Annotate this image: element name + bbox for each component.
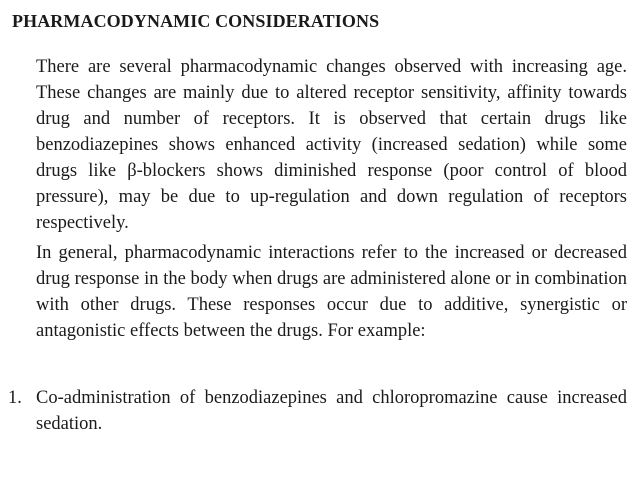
paragraph-interactions: In general, pharmacodynamic interactions refer to the increased or decreased drug response in the body when drugs are administered alone or in combination with other drugs. These responses occur due to additive, synergistic or antagonistic effects between the drugs. For example: [36,243,627,341]
paragraph-age-changes: There are several pharmacodynamic changes observed with increasing age. These changes are mainly due to altered receptor sensitivity, affinity towards drug and number of receptors. It is observed that certain drugs like benzodiazepines shows enhanced activity (increased sedation) while some drugs like β-blockers shows diminished response (poor control of blood pressure), may be due to up-regulation and down regulation of receptors respectively. [36,57,627,233]
list-item-text: Co-administration of benzodiazepines and chloropromazine cause increased sedation. [36,388,627,434]
list-item-number: 1. [8,388,22,408]
section-heading: PHARMACODYNAMIC CONSIDERATIONS [12,11,380,31]
